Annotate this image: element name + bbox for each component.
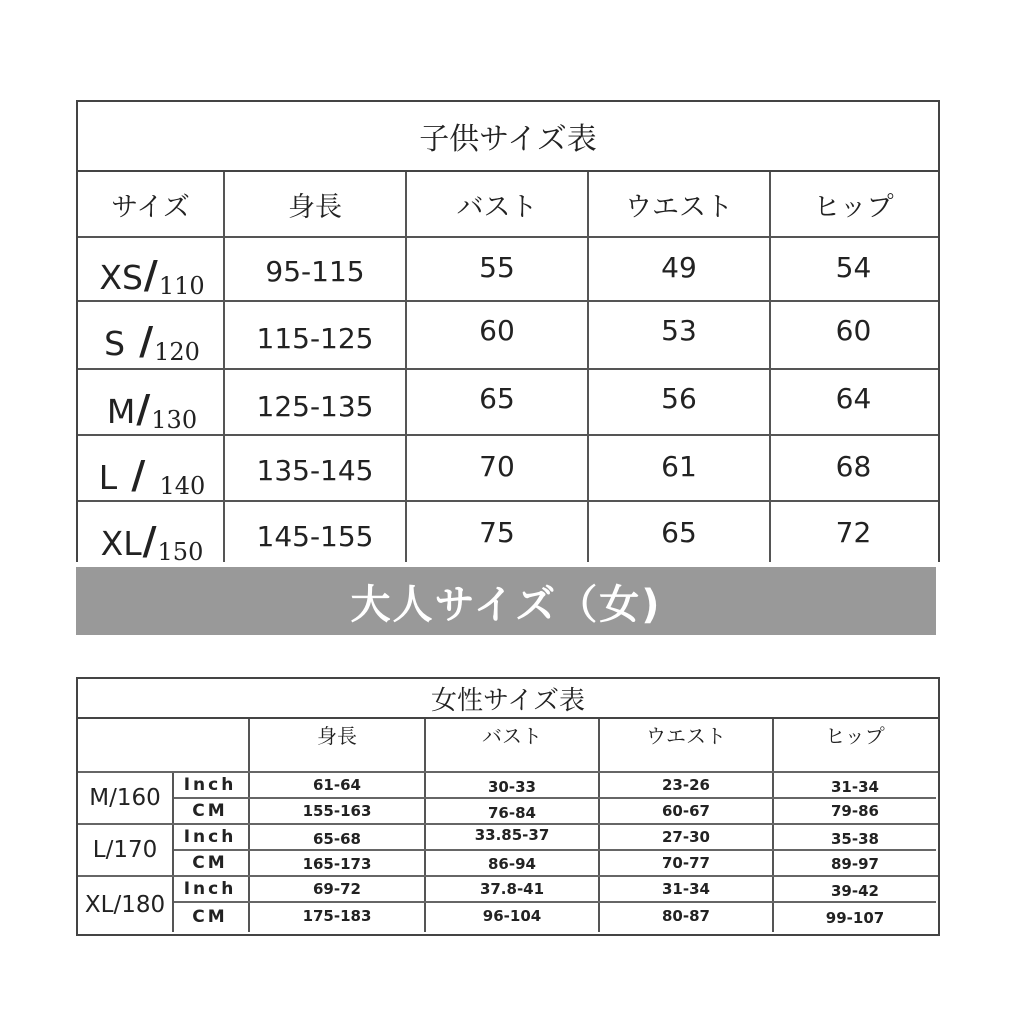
hip-cell: 72	[835, 515, 872, 549]
height-cell: 145-155	[256, 519, 374, 553]
hip-cell: 39-42	[831, 882, 879, 900]
bust-cell: 55	[479, 250, 515, 284]
height-cell: 61-64	[313, 776, 361, 794]
waist-cell: 80-87	[662, 907, 710, 925]
height-cell: 95-115	[265, 254, 365, 288]
bust-cell: 76-84	[488, 804, 536, 822]
bust-cell: 75	[479, 515, 515, 549]
height-cell: 69-72	[313, 880, 361, 898]
header-bust: バスト	[456, 191, 538, 223]
adult-size-banner: 大人サイズ（女)	[76, 567, 936, 635]
size-label-s: S / 120	[104, 319, 200, 366]
unit-label: Inch	[183, 775, 237, 795]
size-label-xl: XL / 150	[100, 519, 204, 566]
waist-cell: 61	[661, 449, 697, 483]
height-cell: 125-135	[256, 389, 374, 423]
height-cell: 115-125	[256, 321, 374, 355]
header-bust: バスト	[482, 723, 542, 748]
header-height: 身長	[288, 191, 342, 223]
women-size-table	[76, 677, 940, 936]
waist-cell: 60-67	[662, 802, 710, 820]
hip-cell: 79-86	[831, 802, 879, 820]
height-cell: 65-68	[313, 830, 361, 848]
hip-cell: 60	[835, 313, 872, 347]
header-height: 身長	[317, 723, 357, 748]
bust-cell: 86-94	[488, 855, 536, 873]
waist-cell: 23-26	[662, 776, 710, 794]
bust-cell: 30-33	[488, 778, 536, 796]
hip-cell: 64	[835, 381, 872, 415]
header-hip: ヒップ	[825, 723, 885, 748]
size-label-xs: XS / 110	[99, 253, 205, 300]
height-cell: 175-183	[302, 907, 372, 925]
hip-cell: 35-38	[831, 830, 879, 848]
bust-cell: 33.85-37	[474, 826, 550, 844]
hip-cell: 89-97	[831, 855, 879, 873]
size-label-l: L / 140	[98, 453, 206, 500]
bust-cell: 37.8-41	[479, 880, 545, 898]
size-label-xl180: XL/180	[84, 891, 166, 918]
unit-label: Inch	[183, 879, 237, 899]
size-label-m160: M/160	[89, 785, 161, 811]
waist-cell: 53	[661, 313, 697, 347]
height-cell: 155-163	[302, 802, 372, 820]
hip-cell: 99-107	[825, 909, 885, 927]
header-size: サイズ	[111, 191, 190, 223]
header-waist: ウエスト	[625, 191, 733, 223]
hip-cell: 31-34	[831, 778, 879, 796]
hip-cell: 68	[835, 449, 872, 483]
women-table-title: 女性サイズ表	[78, 679, 938, 719]
waist-cell: 31-34	[662, 880, 710, 898]
header-waist: ウエスト	[646, 723, 726, 748]
waist-cell: 56	[661, 381, 697, 415]
height-cell: 165-173	[302, 855, 372, 873]
kids-size-table	[76, 100, 940, 566]
bust-cell: 96-104	[482, 907, 542, 925]
waist-cell: 70-77	[662, 854, 710, 872]
waist-cell: 27-30	[662, 828, 710, 846]
hip-cell: 54	[835, 250, 872, 284]
waist-cell: 65	[661, 515, 697, 549]
bust-cell: 70	[479, 449, 515, 483]
bust-cell: 60	[479, 313, 515, 347]
size-label-m: M / 130	[106, 387, 198, 434]
size-label-l170: L/170	[92, 837, 158, 863]
unit-label: CM	[192, 853, 228, 873]
unit-label: CM	[192, 801, 228, 821]
waist-cell: 49	[661, 250, 697, 284]
bust-cell: 65	[479, 381, 515, 415]
unit-label: Inch	[183, 827, 237, 847]
kids-table-title: 子供サイズ表	[78, 102, 938, 172]
unit-label: CM	[192, 907, 228, 927]
height-cell: 135-145	[256, 453, 374, 487]
header-hip: ヒップ	[813, 191, 894, 223]
